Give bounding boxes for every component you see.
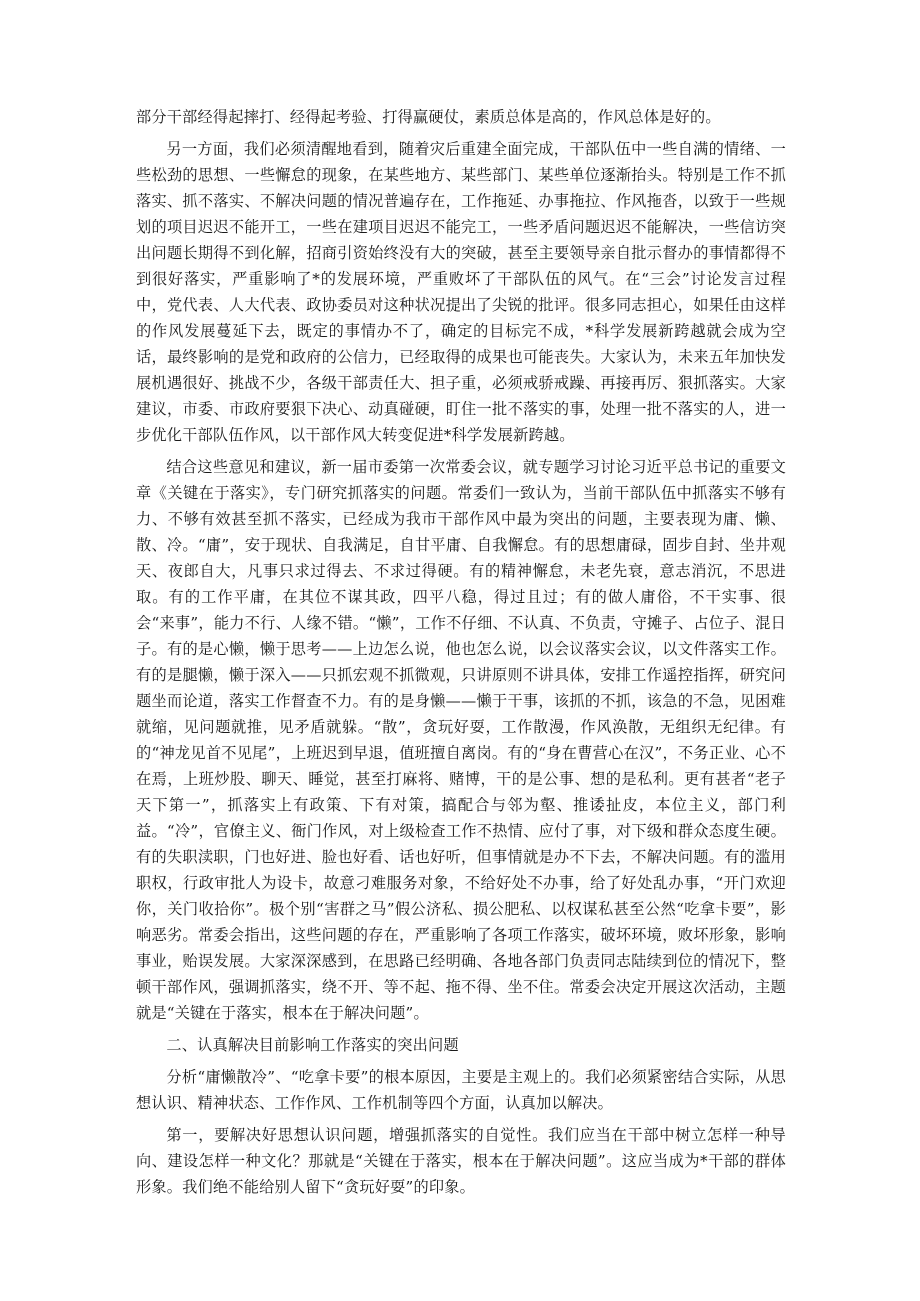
document-page [136,104,786,1206]
paragraph-analysis: 分析“庸懒散冷”、“吃拿卡要”的根本原因，主要是主观上的。我们必须紧密结合实际，从思想认识、精神状态、工作作风、工作机制等四个方面，认真加以解决。 [136,1068,786,1112]
paragraph-first-point: 第一，要解决好思想认识问题，增强抓落实的自觉性。我们应当在干部中树立怎样一种导向、建设怎样一种文化？那就是“关键在于落实，根本在于解决问题”。这应当成为*干部的群体形象。我们绝不能给别人留下“贪玩好耍”的印象。 [136,1126,786,1196]
paragraph-continuation: 部分干部经得起摔打、经得起考验、打得赢硬仗，素质总体是高的，作风总体是好的。 [136,108,721,126]
paragraph-standing-committee: 结合这些意见和建议，新一届市委第一次常委会议，就专题学习讨论习近平总书记的重要文章《关键在于落实》，专门研究抓落实的问题。常委们一致认为，当前干部队伍中抓落实不够有力、不够有效甚至抓不落实，已经成为我市干部作风中最为突出的问题，主要表现为庸、懒、散、冷。“庸”，安于现状、自我满足，自甘平庸、自我懈怠。有的思想庸碌，固步自封、坐井观天、夜郎自大，凡事只求过得去、不求过得硬。有的精神懈怠，未老先衰，意志消沉，不思进取。有的工作平庸，在其位不谋其政，四平八稳，得过且过；有的做人庸俗，不干实事、很会“来事”，能力不行、人缘不错。“懒”，工作不仔细、不认真、不负责，守摊子、占位子、混日子。有的是心懒，懒于思考——上边怎么说，他也怎么说，以会议落实会议，以文件落实工作。有的是腿懒，懒于深入——只抓宏观不抓微观，只讲原则不讲具体，安排工作遥控指挥，研究问题坐而论道，落实工作督查不力。有的是身懒——懒于干事，该抓的不抓，该急的不急，见困难就缩，见问题就推，见矛盾就躲。“散”，贪玩好耍，工作散漫，作风涣散，无组织无纪律。有的“神龙见首不见尾”，上班迟到早退，值班擅自离岗。有的“身在曹营心在汉”，不务正业、心不在焉，上班炒股、聊天、睡觉，甚至打麻将、赌博，干的是公事、想的是私利。更有甚者“老子天下第一”，抓落实上有政策、下有对策，搞配合与邻为壑、推诿扯皮，本位主义，部门利益。“冷”，官僚主义、衙门作风，对上级检查工作不热情、应付了事，对下级和群众态度生硬。有的失职渎职，门也好进、脸也好看、话也好听，但事情就是办不下去，不解决问题。有的滥用职权，行政审批人为设卡，故意刁难服务对象，不给好处不办事，给了好处乱办事，“开门欢迎你，关门收拾你”。极个别“害群之马”假公济私、损公肥私、以权谋私甚至公然“吃拿卡要”，影响恶劣。常委会指出，这些问题的存在，严重影响了各项工作落实，破坏环境，败坏形象，影响事业，贻误发展。大家深深感到，在思路已经明确、各地各部门负责同志陆续到位的情况下，整顿干部作风，强调抓落实，绕不开、等不起、拖不得、坐不住。常委会决定开展这次活动，主题就是“关键在于落实，根本在于解决问题”。 [136,458,786,1022]
section-heading: 二、认真解决目前影响工作落实的突出问题 [166,1036,459,1054]
paragraph-problems: 另一方面，我们必须清醒地看到，随着灾后重建全面完成，干部队伍中一些自满的情绪、一些松劲的思想、一些懈怠的现象，在某些地方、某些部门、某些单位逐渐抬头。特别是工作不抓落实、抓不落实、不解决问题的情况普遍存在，工作拖延、办事拖拉、作风拖沓，以致于一些规划的项目迟迟不能开工，一些在建项目迟迟不能完工，一些矛盾问题迟迟不能解决，一些信访突出问题长期得不到化解，招商引资始终没有大的突破，甚至主要领导亲自批示督办的事情都得不到很好落实，严重影响了*的发展环境，严重败坏了干部队伍的风气。在“三会”讨论发言过程中，党代表、人大代表、政协委员对这种状况提出了尖锐的批评。很多同志担心，如果任由这样的作风发展蔓延下去，既定的事情办不了，确定的目标完不成，*科学发展新跨越就会成为空话，最终影响的是党和政府的公信力，已经取得的成果也可能丧失。大家认为，未来五年加快发展机遇很好、挑战不少，各级干部责任大、担子重，必须戒骄戒躁、再接再厉、狠抓落实。大家建议，市委、市政府要狠下决心、动真碰硬，盯住一批不落实的事，处理一批不落实的人，进一步优化干部队伍作风，以干部作风大转变促进*科学发展新跨越。 [136,140,786,444]
